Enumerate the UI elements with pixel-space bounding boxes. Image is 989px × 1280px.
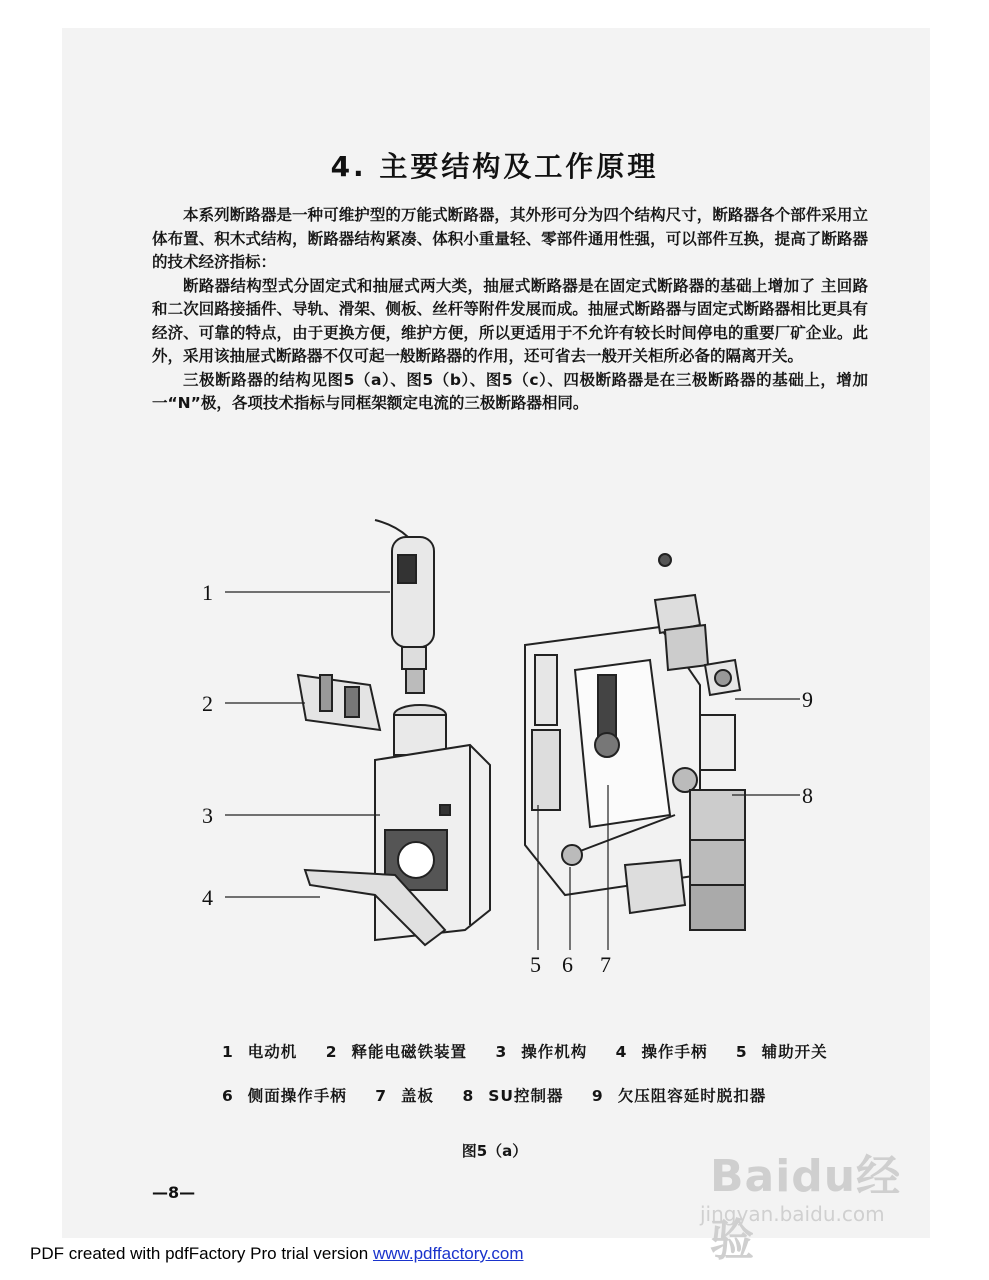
caption-text: SU控制器 <box>488 1087 564 1105</box>
watermark-url: jingyan.baidu.com <box>700 1202 885 1226</box>
caption-text: 欠压阻容延时脱扣器 <box>617 1087 767 1105</box>
caption-num: 4 <box>615 1043 628 1061</box>
caption-num: 9 <box>591 1087 604 1105</box>
figure-title: 图5（a） <box>461 1142 528 1160</box>
pdf-footer <box>30 1244 524 1264</box>
plate-drawing <box>525 554 708 895</box>
label-1: 1 <box>202 580 213 605</box>
label-2: 2 <box>202 691 213 716</box>
caption-num: 6 <box>222 1087 234 1105</box>
caption-row-1 <box>222 1040 850 1062</box>
caption-num: 5 <box>735 1043 748 1061</box>
footer-text: PDF created with pdfFactory Pro trial version <box>30 1244 373 1263</box>
caption-text: 释能电磁铁装置 <box>351 1043 468 1061</box>
motor-drawing <box>375 520 434 693</box>
caption-row-2 <box>222 1084 788 1106</box>
watermark-logo: Baidu经验 <box>710 1151 902 1266</box>
caption-num: 2 <box>325 1043 338 1061</box>
label-5: 5 <box>530 952 541 977</box>
caption-text: 辅助开关 <box>761 1043 828 1061</box>
label-3: 3 <box>202 803 213 828</box>
caption-num: 7 <box>375 1087 388 1105</box>
caption-text: 侧面操作手柄 <box>247 1087 347 1105</box>
paragraph-3: 三极断路器的结构见图5（a）、图5（b）、图5（c）、四极断路器是在三极断路器的基础上，增加一“N”极，各项技术指标与同框架额定电流的三极断路器相同。 <box>152 370 868 412</box>
caption-num: 3 <box>495 1043 508 1061</box>
label-7: 7 <box>600 952 611 977</box>
body-text <box>152 204 868 416</box>
baidu-watermark <box>700 1140 940 1266</box>
caption-text: 操作手柄 <box>641 1043 708 1061</box>
page-title: 4. 主要结构及工作原理 <box>330 150 659 183</box>
caption-num: 1 <box>222 1043 234 1061</box>
label-8: 8 <box>802 783 813 808</box>
label-4: 4 <box>202 885 213 910</box>
label-9: 9 <box>802 687 813 712</box>
caption-text: 操作机构 <box>521 1043 588 1061</box>
label-6: 6 <box>562 952 573 977</box>
caption-num: 8 <box>462 1087 475 1105</box>
paragraph-2: 断路器结构型式分固定式和抽屉式两大类，抽屉式断路器是在固定式断路器的基础上增加了 主回路和二次回路接插件、导轨、滑架、侧板、丝杆等附件发展而成。抽屉式断路器与固定式断路器相比更具有经济、可靠的特点，由于更换方便，维护方便，所以更适用于不允许有较长时间停电的重要厂矿企业。此外，采用该抽屉式断路器不仅可起一般断路器的作用，还可省去一般开关柜所必备的隔离开关。 <box>152 276 868 365</box>
paragraph-1: 本系列断路器是一种可维护型的万能式断路器，其外形可分为四个结构尺寸，断路器各个部件采用立体布置、积木式结构，断路器结构紧凑、体积小重量轻、零部件通用性强，可以部件互换，提高了断路器的技术经济指标： <box>152 206 868 271</box>
caption-text: 盖板 <box>401 1087 435 1105</box>
page-number: —8— <box>152 1183 196 1202</box>
footer-link[interactable]: www.pdffactory.com <box>372 1244 524 1263</box>
exploded-diagram <box>180 515 860 985</box>
magnet-drawing <box>298 675 380 730</box>
caption-text: 电动机 <box>247 1043 298 1061</box>
